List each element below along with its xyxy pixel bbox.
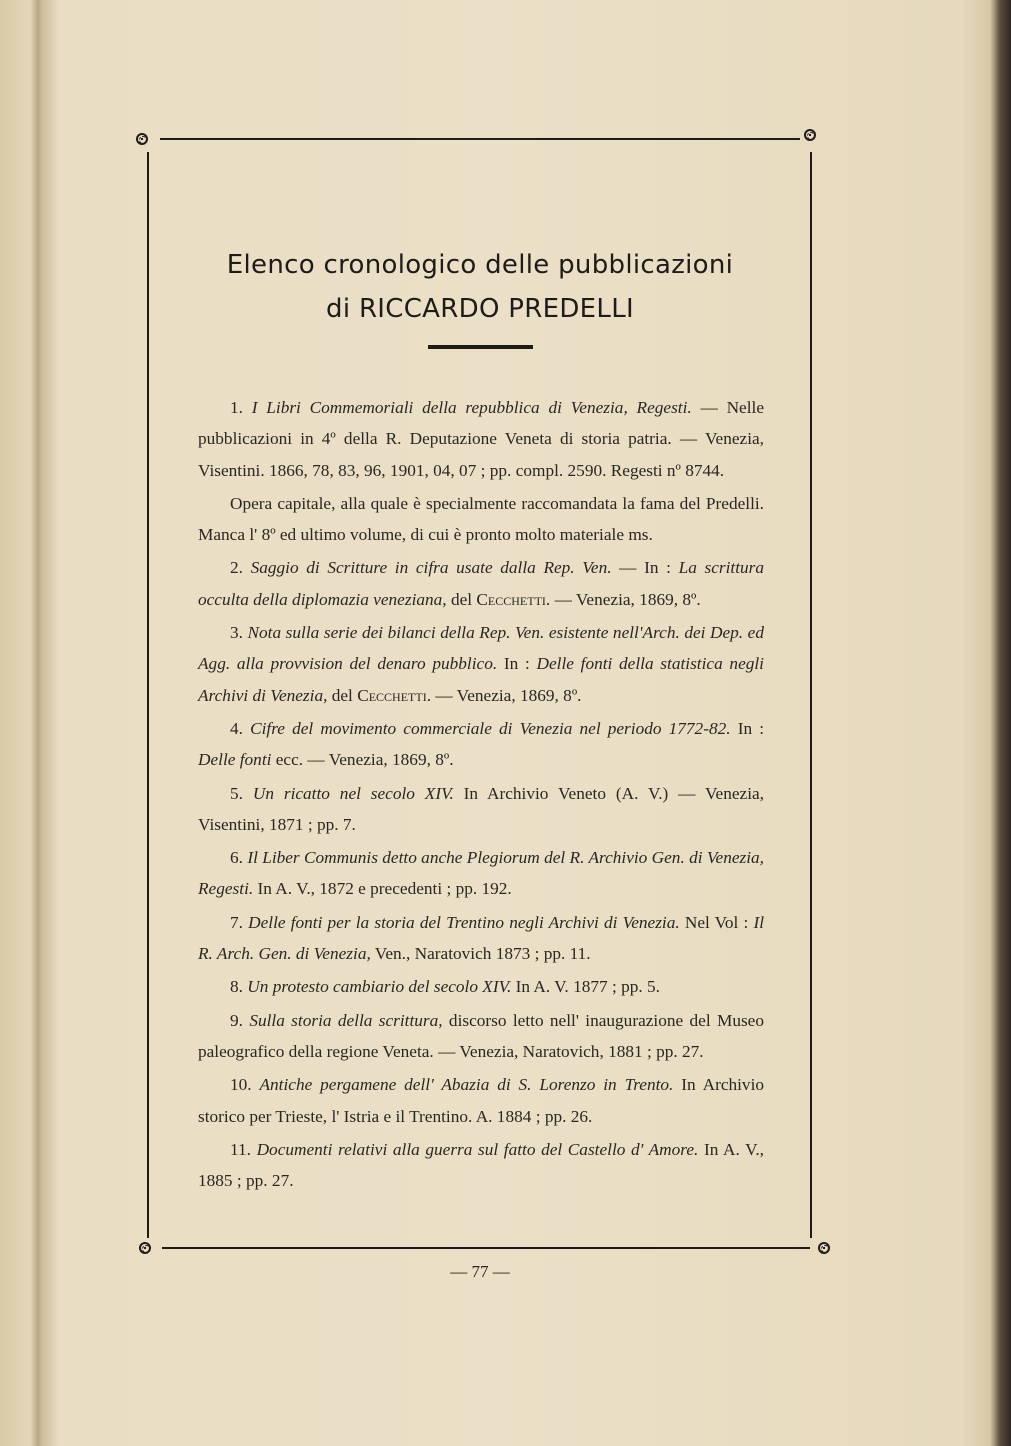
publication-entry bbox=[198, 971, 764, 1002]
entry-text: In Archivio Veneto (A. V.) — Venezia, Visentini, 1871 ; pp. 7. bbox=[198, 783, 765, 834]
entry-text: . — Venezia, 1869, 8º. bbox=[426, 685, 582, 705]
entry-text: 7. bbox=[230, 912, 249, 932]
entry-title-text: Delle fonti bbox=[198, 750, 272, 770]
entry-text: 11. bbox=[230, 1139, 257, 1159]
entry-text: In A. V. 1877 ; pp. 5. bbox=[511, 977, 660, 997]
publication-entry bbox=[198, 778, 764, 841]
entry-text: 4. bbox=[230, 718, 251, 738]
entry-text: 8. bbox=[230, 977, 248, 997]
publication-list bbox=[198, 392, 764, 1198]
entry-text: Ven., Naratovich 1873 ; pp. 11. bbox=[370, 944, 591, 964]
corner-ornament-icon bbox=[136, 133, 148, 145]
entry-title-text: Un ricatto nel secolo XIV. bbox=[252, 783, 454, 803]
title-rule bbox=[428, 345, 533, 349]
entry-text: Cecchetti bbox=[476, 589, 546, 609]
entry-text: 9. bbox=[230, 1010, 250, 1030]
publication-entry bbox=[198, 1069, 764, 1132]
entry-title-text: La scrittura occulta della diplomazia veneziana, bbox=[198, 558, 765, 609]
entry-text: In Archivio storico per Trieste, l' Istria e il Trentino. A. 1884 ; pp. 26. bbox=[198, 1075, 765, 1126]
entry-text: 10. bbox=[230, 1075, 260, 1095]
entry-text: In : bbox=[497, 654, 537, 674]
publication-entry bbox=[198, 842, 764, 905]
corner-ornament-icon bbox=[804, 129, 816, 141]
entry-text: del bbox=[446, 589, 477, 609]
entry-title-text: Un protesto cambiario del secolo XIV. bbox=[247, 977, 512, 997]
entry-title-text: Sulla storia della scrittura, bbox=[249, 1010, 443, 1030]
publication-entry bbox=[198, 713, 764, 776]
entry-title-text: Nota sulla serie dei bilanci della Rep. Ven. esistente nell'Arch. dei Dep. ed Agg. alla provvision del denaro pubblico. bbox=[198, 623, 764, 674]
entry-text: — In : bbox=[611, 558, 679, 578]
entry-text: 3. bbox=[230, 623, 248, 643]
frame-bottom-line bbox=[162, 1247, 810, 1249]
entry-text: 1. bbox=[230, 398, 252, 417]
entry-text: Opera capitale, alla quale è specialmente raccomandata la fama del Predelli. Manca l' 8º ed ultimo volume, di cui è pronto molto materiale ms. bbox=[198, 493, 764, 545]
frame-right-line bbox=[810, 152, 812, 1238]
entry-title-text: Documenti relativi alla guerra sul fatto del Castello d' Amore. bbox=[256, 1139, 699, 1159]
entry-title-text: Il R. Arch. Gen. di Venezia, bbox=[198, 912, 765, 964]
entry-text: 6. bbox=[230, 848, 248, 868]
entry-text: ecc. — Venezia, 1869, 8º. bbox=[271, 750, 454, 770]
publication-entry bbox=[198, 392, 764, 486]
page-title: Elenco cronologico delle pubblicazioni bbox=[226, 250, 734, 280]
entry-text: discorso letto nell' inaugurazione del Museo paleografico della regione Veneta. — Venezia, Naratovich, 1881 ; pp. 27. bbox=[198, 1010, 764, 1061]
entry-text: In A. V., 1872 e precedenti ; pp. 192. bbox=[253, 879, 512, 899]
corner-ornament-icon bbox=[818, 1242, 830, 1254]
entry-title-text: Saggio di Scritture in cifra usate dalla Rep. Ven. bbox=[250, 558, 612, 578]
publication-entry bbox=[198, 488, 764, 551]
entry-text: del bbox=[327, 685, 358, 705]
entry-title-text: Delle fonti per la storia del Trentino negli Archivi di Venezia. bbox=[248, 912, 680, 932]
entry-text: . — Venezia, 1869, 8º. bbox=[545, 589, 701, 609]
entry-title-text: Il Liber Communis detto anche Plegiorum del R. Archivio Gen. di Venezia, Regesti. bbox=[198, 848, 765, 899]
entry-text: In : bbox=[730, 718, 765, 738]
publication-entry bbox=[198, 1134, 764, 1197]
publication-entry bbox=[198, 1005, 764, 1068]
entry-text: Cecchetti bbox=[357, 685, 427, 705]
entry-text: Nel Vol : bbox=[679, 912, 754, 932]
entry-text: In A. V., 1885 ; pp. 27. bbox=[198, 1139, 765, 1191]
entry-text: 5. bbox=[230, 783, 253, 803]
entry-text: 2. bbox=[230, 558, 251, 578]
entry-title-text: Antiche pergamene dell' Abazia di S. Lorenzo in Trento. bbox=[259, 1075, 674, 1095]
entry-text: — Nelle pubblicazioni in 4º della R. Deputazione Veneta di storia patria. — Venezia, Visentini. 1866, 78, 83, 96, 1901, 04, 07 ; pp. compl. 2590. Regesti nº 8744. bbox=[198, 398, 764, 480]
publication-entry bbox=[198, 552, 764, 615]
entry-title-text: I Libri Commemoriali della repubblica di Venezia, Regesti. bbox=[251, 398, 692, 417]
frame-left-line bbox=[147, 152, 149, 1238]
entry-title-text: Delle fonti della statistica negli Archivi di Venezia, bbox=[198, 654, 764, 705]
corner-ornament-icon bbox=[139, 1242, 151, 1254]
entry-title-text: Cifre del movimento commerciale di Venezia nel periodo 1772-82. bbox=[250, 718, 731, 738]
publication-entry bbox=[198, 907, 764, 970]
page-subtitle: di RICCARDO PREDELLI bbox=[326, 294, 634, 324]
page-number: — 77 — bbox=[450, 1262, 510, 1281]
publication-entry bbox=[198, 617, 764, 711]
frame-top-line bbox=[160, 138, 800, 140]
